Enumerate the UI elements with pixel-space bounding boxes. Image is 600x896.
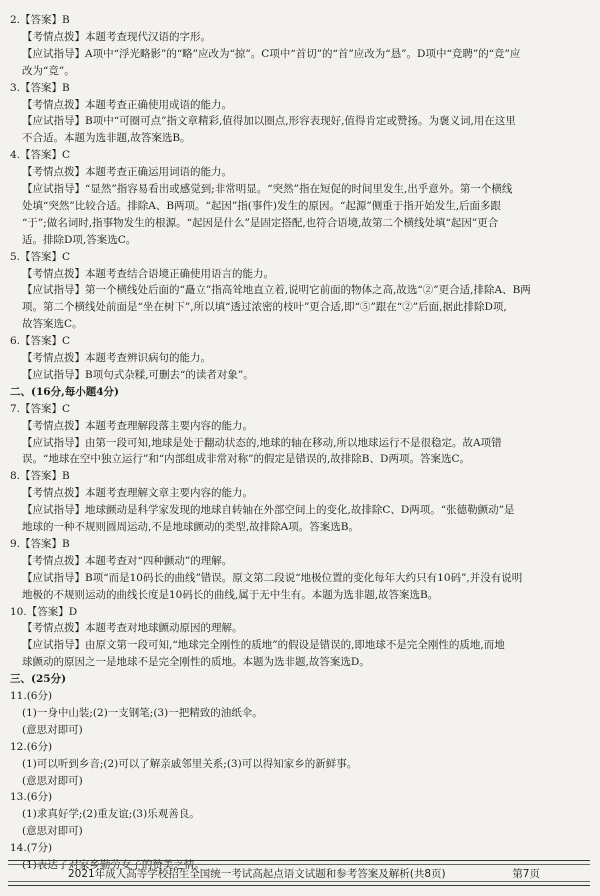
text-line: 11.(6分): [10, 690, 53, 702]
text-line: 【应试指导】地球颤动是科学家发现的地球自转轴在外部空间上的变化,故排除C、D两项。“张德勒颤动”是: [22, 504, 515, 517]
text-line: (意思对即可): [22, 825, 83, 838]
text-line: 6.【答案】C: [10, 335, 71, 348]
text-line: 4.【答案】C: [10, 149, 71, 162]
footer-title: 2021年成人高等学校招生全国统一考试高起点语文试题和参考答案及解析(共8页): [68, 868, 446, 880]
section-heading: 二、(16分,每小题4分): [10, 385, 120, 398]
text-line: 【考情点拨】本题考查正确使用成语的能力。: [22, 98, 232, 111]
text-line: 【考情点拨】本题考查理解段落主要内容的能力。: [22, 419, 253, 432]
text-line: 8.【答案】B: [10, 470, 70, 483]
page-footer: [8, 860, 590, 886]
text-line: 球颤动的原因之一是地球不是完全刚性的质地。本题为选非题,故答案选D。: [22, 656, 370, 669]
text-line: 项。第二个横线处前面是“坐在树下”,所以填“透过浓密的枝叶”更合适,即“⑤”跟在“②”后面,据此排除D项,: [22, 301, 507, 314]
text-line: 13.(6分): [10, 791, 53, 804]
text-line: (1)可以听到乡音;(2)可以了解亲戚邻里关系;(3)可以得知家乡的新鲜事。: [22, 757, 358, 770]
text-line: (意思对即可): [22, 774, 83, 787]
text-line: 不合适。本题为选非题,故答案选B。: [22, 132, 191, 145]
text-line: 3.【答案】B: [10, 81, 70, 94]
text-line: 误。“地球在空中独立运行”和“内部组成非常对称”的假定是错误的,故排除B、D两项。答案选C。: [22, 453, 470, 466]
text-line: 14.(7分): [10, 842, 53, 855]
text-line: (1)一身中山装;(2)一支钢笔;(3)一把精致的油纸伞。: [22, 706, 263, 719]
text-line: 【应试指导】A项中“浮光略影”的“略”应改为“掠”。C项中“首切”的“首”应改为“恳”。D项中“竞聘”的“竞”应: [22, 47, 521, 60]
text-line: (1)求真好学;(2)重友谊;(3)乐观善良。: [22, 808, 200, 821]
text-line: 7.【答案】C: [10, 402, 71, 415]
text-line: 10.【答案】D: [10, 605, 78, 618]
section-heading: 三、(25分): [10, 673, 67, 686]
text-line: 【应试指导】第一个横线处后面的“矗立”指高耸地直立着,说明它前面的物体之高,故选“②”更合适,排除A、B两: [22, 284, 531, 297]
text-line: 【考情点拨】本题考查理解文章主要内容的能力。: [22, 487, 253, 500]
text-line: 【考情点拨】本题考查现代汉语的字形。: [22, 30, 211, 43]
text-line: 【应试指导】由第一段可知,地球是处于翻动状态的,地球的轴在移动,所以地球运行不是很稳定。故A项错: [22, 436, 502, 449]
text-line: 9.【答案】B: [10, 537, 70, 550]
text-line: 【考情点拨】本题考查正确运用词语的能力。: [22, 166, 232, 179]
text-line: 【应试指导】B项中“可圈可点”指文章精彩,值得加以圈点,形容表现好,值得肯定或赞扬。为褒义词,用在这里: [22, 115, 516, 128]
text-line: 【考情点拨】本题考查结合语境正确使用语言的能力。: [22, 267, 274, 280]
text-line: 地极的不规则运动的曲线长度是10码长的曲线,属于无中生有。本题为选非题,故答案选B。: [22, 588, 439, 601]
text-line: 5.【答案】C: [10, 250, 71, 263]
text-line: 【应试指导】“显然”指容易看出或感觉到;非常明显。“突然”指在短促的时间里发生,出乎意外。第一个横线: [22, 183, 513, 195]
text-line: 故答案选C。: [22, 318, 83, 331]
text-line: 【考情点拨】本题考查对地球颤动原因的理解。: [22, 622, 243, 635]
text-line: 【应试指导】由原文第一段可知,“地球完全刚性的质地”的假设是错误的,即地球不是完全刚性的质地,而地: [22, 639, 505, 652]
text-line: 【应试指导】B项“而是10码长的曲线”错误。原文第二段说“地极位置的变化每年大约只有10码”,并没有说明: [22, 571, 523, 584]
text-line: 地球的一种不规则圆周运动,不是地球颤动的类型,故排除A项。答案选B。: [22, 521, 359, 533]
text-line: “于”;做名词时,指事物发生的根源。“起因是什么”是固定搭配,也符合语境,故第二个横线处填“起因”更合: [22, 216, 499, 229]
footer-page-number: 第7页: [512, 868, 540, 880]
text-line: 改为“竞”。: [22, 64, 75, 77]
text-line: 【应试指导】B项句式杂糅,可删去“的读者对象”。: [22, 368, 254, 381]
text-line: 【考情点拨】本题考查辨识病句的能力。: [22, 352, 211, 364]
text-line: 12.(6分): [10, 740, 53, 753]
text-line: 2.【答案】B: [10, 14, 70, 26]
text-line: (意思对即可): [22, 723, 83, 736]
text-line: 适。排除D项,答案选C。: [22, 233, 137, 246]
text-line: 处填“突然”比较合适。排除A、B两项。“起因”指(事件)发生的原因。“起源”侧重于指开始发生,后面多跟: [22, 199, 502, 212]
text-line: 【考情点拨】本题考查对“四种颤动”的理解。: [22, 554, 233, 567]
text-line: (1)表达了对家乡勤劳女子的赞美之情。: [22, 859, 205, 871]
